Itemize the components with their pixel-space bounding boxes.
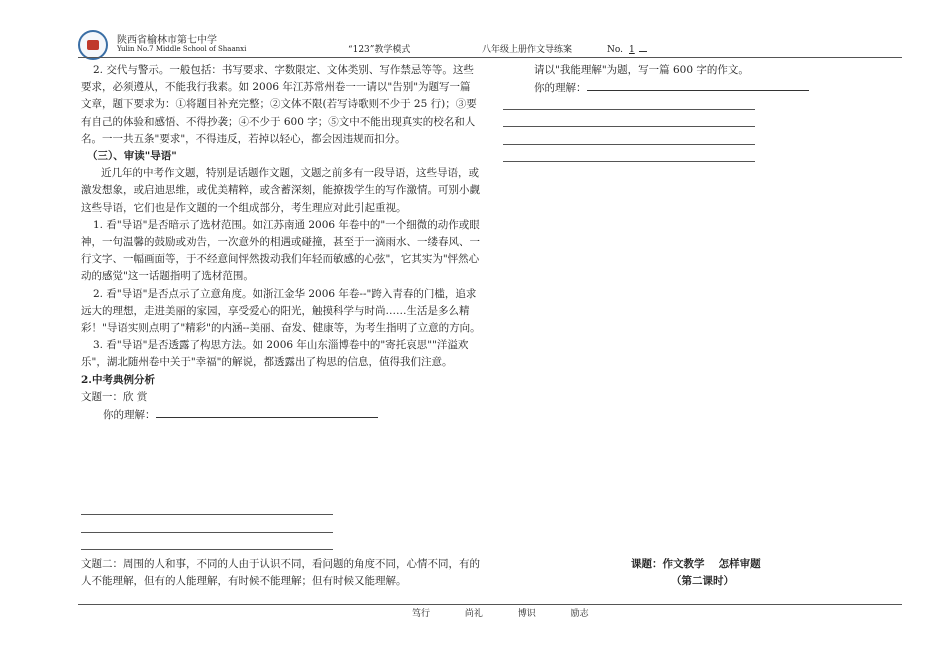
lesson-title: 课题：作文教学 怎样审题: [631, 558, 761, 570]
understanding-label-1: 你的理解：: [103, 409, 156, 422]
doc-number: [607, 42, 647, 55]
motto-word: 博识: [517, 609, 536, 619]
school-name-en: Yulin No.7 Middle School of Shaanxi: [117, 45, 247, 53]
writing-line[interactable]: [503, 109, 755, 110]
school-name-cn: 陕西省榆林市第七中学: [117, 35, 217, 46]
paragraph-requirements: 2. 交代与警示。一般包括：书写要求、字数限定、文体类别、写作禁忌等等。这些要求，必须遵从，不能我行我素。如 2006 年江苏常州卷一一请以"告别"为题写一篇文章，题下要求为：①将题目补充完整；②文体不限(若写诗歌则不少于 25 行)；③要有自己的体验和感悟、不得抄袭；④不少于 600 字；⑤文中不能出现真实的校名和人名。一一共五条"要求"，不得违反，若掉以轻心，都会因违规而扣分。: [81, 64, 477, 145]
lesson-subtitle: （第二课时）: [671, 575, 734, 587]
paragraph-guide-2: 2. 看"导语"是否点示了立意角度。如浙江金华 2006 年卷--"跨入青春的门槛，追求远大的理想，走进美丽的家园，享受爱心的阳光，触摸科学与时尚……生活是多么精彩！"导语实则点明了"精彩"的内涵--美丽、奋发、健康等，为考生指明了立意的方向。: [81, 287, 481, 335]
writing-line[interactable]: [81, 514, 333, 515]
writing-line[interactable]: [81, 532, 333, 533]
footer-rule: [78, 604, 902, 605]
essay-prompt: 请以"我能理解"为题，写一篇 600 字的作文。: [534, 64, 749, 76]
left-column: [81, 62, 481, 424]
understanding-blank-2[interactable]: [587, 79, 809, 91]
doc-number-label: No.: [607, 45, 623, 55]
paragraph-guide-1: 1. 看"导语"是否暗示了选材范围。如江苏南通 2006 年卷中的"一个细微的动作或眼神，一句温馨的鼓励或劝告，一次意外的相遇或碰撞，甚至于一滴雨水、一缕春风、一行文字、一幅画面等，于不经意间怦然拨动我们年轻而敏感的心弦"，它其实为"怦然心动的感觉"这一话题指明了选材范围。: [81, 218, 480, 283]
motto-word: 励志: [570, 609, 589, 619]
writing-line[interactable]: [503, 126, 755, 127]
example-title-1: 文题一：欣 赏: [81, 390, 148, 403]
paragraph-guide-intro: 近几年的中考作文题，特别是话题作文题，文题之前多有一段导语，这些导语，或激发想象，或启迪思维，或优美精粹，或含蓄深刻，能撩拨学生的写作激情。可别小觑这些导语，它们也是作文题的一个组成部分，考生理应对此引起重视。: [81, 167, 480, 214]
understanding-blank-1[interactable]: [156, 406, 378, 418]
footer-motto: [396, 606, 605, 619]
understanding-row-2: [534, 79, 854, 97]
writing-line[interactable]: [81, 549, 333, 550]
motto-word: 笃行: [412, 609, 431, 619]
school-logo: [78, 30, 108, 60]
grade-title: 八年级上册作文导练案: [482, 45, 573, 55]
paragraph-guide-3: 3. 看"导语"是否透露了构思方法。如 2006 年山东淄博卷中的"寄托哀思""洋溢欢乐"，湖北随州卷中关于"幸福"的解说，都透露出了构思的信息，值得我们注意。: [81, 339, 469, 369]
doc-number-value: 1: [629, 45, 635, 55]
header-rule: [78, 57, 902, 58]
writing-line[interactable]: [503, 144, 755, 145]
motto-word: 尚礼: [464, 609, 483, 619]
writing-line[interactable]: [503, 161, 755, 162]
understanding-row-1: [81, 406, 481, 424]
understanding-label-2: 你的理解：: [534, 82, 587, 94]
section-heading-guide: （三）、审读"导语": [87, 150, 177, 163]
example-title-2: 文题二：周围的人和事，不同的人由于认识不同，看问题的角度不同，心情不同，有的人不能理解，但有的人能理解，有时候不能理解；但有时候又能理解。: [81, 558, 480, 588]
teaching-mode: “123”教学模式: [348, 45, 411, 55]
section-heading-examples: 2.中考典例分析: [81, 373, 155, 386]
